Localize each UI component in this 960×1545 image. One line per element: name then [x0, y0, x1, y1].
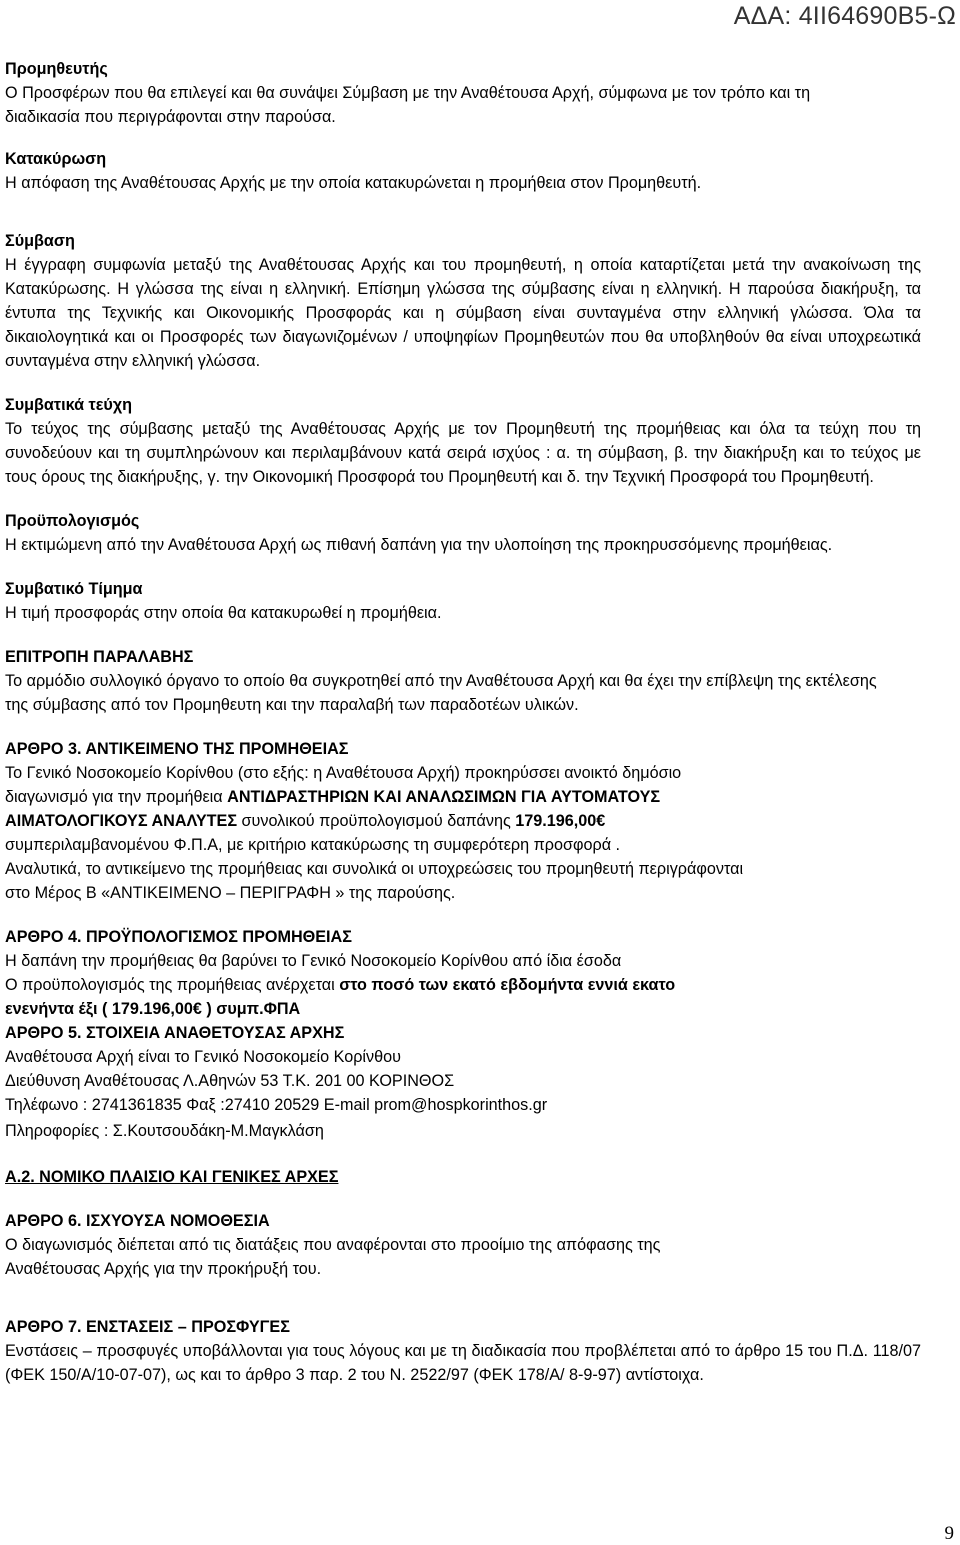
text-symvasi: Η έγγραφη συμφωνία μεταξύ της Αναθέτουσας Αρχής και του προμηθευτή, η οποία καταρτίζεται μετά την ανακοίνωση της Κατακύρωσης. Η γλώσσα της είναι η ελληνική. Επίσημη γλώσσα της σύμβασης είναι η ελληνική. Η παρούσα διακήρυξη, τα έντυπα της Τεχνικής και Οικονομικής Προσφοράς και η σύμβαση είναι συνταγμένα στην ελληνική γλώσσα. Όλα τα δικαιολογητικά και οι Προσφορές των διαγωνιζομένων / υποψηφίων Προμηθευτών που θα υποβληθούν θα είναι υποχρεωτικά συνταγμένα στην ελληνική γλώσσα.	[5, 256, 921, 370]
heading-arthro-6: ΑΡΘΡΟ 6. ΙΣΧΥΟΥΣΑ ΝΟΜΟΘΕΣΙΑ	[5, 1212, 270, 1230]
heading-epitropi: ΕΠΙΤΡΟΠΗ ΠΑΡΑΛΑΒΗΣ	[5, 648, 194, 666]
arthro-3-line-2-text: διαγωνισμό για την προμήθεια	[5, 788, 228, 806]
arthro-3-amount: 179.196,00€	[515, 812, 606, 830]
arthro-3-line-1: Το Γενικό Νοσοκομείο Κορίνθου (στο εξής: η Αναθέτουσα Αρχή) προκηρύσσει ανοικτό δημόσιο	[5, 764, 682, 782]
text-promitheftis: Ο Προσφέρων που θα επιλεγεί και θα συνάψει Σύμβαση με την Αναθέτουσα Αρχή, σύμφωνα με τον τρόπο και τη διαδικασία που περιγράφονται στην παρούσα.	[5, 84, 811, 126]
arthro-3-line-5: Αναλυτικά, το αντικείμενο της προμήθειας και συνολικά οι υποχρεώσεις του προμηθευτή περιγράφονται	[5, 860, 744, 878]
heading-katakyrosi: Κατακύρωση	[5, 150, 107, 168]
ada-code: ΑΔΑ: 4ΙΙ64690Β5-Ω	[733, 2, 956, 30]
text-proypologismos: Η εκτιμώμενη από την Αναθέτουσα Αρχή ως πιθανή δαπάνη για την υλοποίηση της προκηρυσσόμενης προμήθειας.	[5, 536, 833, 554]
arthro-5-line-4: Πληροφορίες : Σ.Κουτσουδάκη-Μ.Μαγκλάση	[5, 1122, 324, 1140]
arthro-3-subject-2: ΑΙΜΑΤΟΛΟΓΙΚΟΥΣ ΑΝΑΛΥΤΕΣ	[5, 812, 238, 830]
text-teyxi: Το τεύχος της σύμβασης μεταξύ της Αναθέτουσας Αρχής με τον Προμηθευτή της προμήθειας και όλα τα τεύχη που τη συνοδεύουν και τη συμπληρώνουν και περιλαμβάνουν κατά σειρά ισχύος : α. τη σύμβαση, β. την διακήρυξη και το τεύχος με τους όρους της διακήρυξης, γ. την Οικονομική Προσφορά του Προμηθευτή και δ. την Τεχνική Προσφορά του Προμηθευτή.	[5, 420, 921, 486]
arthro-4-line-3: ενενήντα έξι ( 179.196,00€ ) συμπ.ΦΠΑ	[5, 1000, 301, 1018]
heading-arthro-3: ΑΡΘΡΟ 3. ΑΝΤΙΚΕΙΜΕΝΟ ΤΗΣ ΠΡΟΜΗΘΕΙΑΣ	[5, 740, 349, 758]
text-epitropi: Το αρμόδιο συλλογικό όργανο το οποίο θα συγκροτηθεί από την Αναθέτουσα Αρχή και θα έχει την επίβλεψη της εκτέλεσης της σύμβασης από τον Προμηθευτη και την παραλαβή των παραδοτέων υλικών.	[5, 672, 877, 714]
text-timima: Η τιμή προσφοράς στην οποία θα κατακυρωθεί η προμήθεια.	[5, 604, 442, 622]
text-katakyrosi: Η απόφαση της Αναθέτουσας Αρχής με την οποία κατακυρώνεται η προμήθεια στον Προμηθευτή.	[5, 174, 702, 192]
heading-arthro-7: ΑΡΘΡΟ 7. ΕΝΣΤΑΣΕΙΣ – ΠΡΟΣΦΥΓΕΣ	[5, 1318, 290, 1336]
heading-promitheftis: Προμηθευτής	[5, 60, 108, 78]
heading-arthro-5: ΑΡΘΡΟ 5. ΣΤΟΙΧΕΙΑ ΑΝΑΘΕΤΟΥΣΑΣ ΑΡΧΗΣ	[5, 1024, 345, 1042]
heading-arthro-4: ΑΡΘΡΟ 4. ΠΡΟΫΠΟΛΟΓΙΣΜΟΣ ΠΡΟΜΗΘΕΙΑΣ	[5, 928, 352, 946]
arthro-4-amount-words: στο ποσό των εκατό εβδομήντα εννιά εκατο	[339, 976, 676, 994]
heading-proypologismos: Προϋπολογισμός	[5, 512, 140, 530]
page-number: 9	[944, 1523, 954, 1544]
heading-teyxi: Συμβατικά τεύχη	[5, 396, 133, 414]
arthro-5-line-2: Διεύθυνση Αναθέτουσας Λ.Αθηνών 53 Τ.Κ. 201 00 ΚΟΡΙΝΘΟΣ	[5, 1072, 455, 1090]
heading-timima: Συμβατικό Τίμημα	[5, 580, 143, 598]
arthro-3-line-6: στο Μέρος Β «ΑΝΤΙΚΕΙΜΕΝΟ – ΠΕΡΙΓΡΑΦΗ » της παρούσης.	[5, 884, 456, 902]
arthro-3-line-4: συμπεριλαμβανομένου Φ.Π.Α, με κριτήριο κατακύρωσης τη συμφερότερη προσφορά .	[5, 836, 621, 854]
document-body	[5, 57, 921, 1387]
text-arthro-7: Ενστάσεις – προσφυγές υποβάλλονται για τους λόγους και με τη διαδικασία που προβλέπεται από το άρθρο 15 του Π.Δ. 118/07 (ΦΕΚ 150/Α/10-07-07), ως και το άρθρο 3 παρ. 2 του Ν. 2522/97 (ΦΕΚ 178/Α/ 8-9-97) αντίστοιχα.	[5, 1342, 921, 1384]
arthro-3-line-3	[5, 809, 921, 833]
heading-part-a2: Α.2. ΝΟΜΙΚΟ ΠΛΑΙΣΙΟ ΚΑΙ ΓΕΝΙΚΕΣ ΑΡΧΕΣ	[5, 1168, 339, 1186]
arthro-6-line-2: Αναθέτουσας Αρχής για την προκήρυξή του.	[5, 1260, 322, 1278]
arthro-4-line-1: Η δαπάνη την προμήθειας θα βαρύνει το Γενικό Νοσοκομείο Κορίνθου από ίδια έσοδα	[5, 952, 622, 970]
arthro-5-line-3: Τηλέφωνο : 2741361835 Φαξ :27410 20529 E-mail prom@hospkorinthos.gr	[5, 1096, 548, 1114]
arthro-5-line-1: Αναθέτουσα Αρχή είναι το Γενικό Νοσοκομείο Κορίνθου	[5, 1048, 401, 1066]
heading-symvasi: Σύμβαση	[5, 232, 75, 250]
arthro-4-line-2	[5, 973, 921, 997]
arthro-4-line-2-text: Ο προϋπολογισμός της προμήθειας ανέρχεται	[5, 976, 340, 994]
arthro-3-line-2	[5, 785, 921, 809]
arthro-3-line-3-text: συνολικού προϋπολογισμού δαπάνης	[237, 812, 516, 830]
arthro-6-line-1: Ο διαγωνισμός διέπεται από τις διατάξεις που αναφέρονται στο προοίμιο της απόφασης της	[5, 1236, 661, 1254]
arthro-3-subject-1: ΑΝΤΙΔΡΑΣΤΗΡΙΩΝ ΚΑΙ ΑΝΑΛΩΣΙΜΩΝ ΓΙΑ ΑΥΤΟΜΑΤΟΥΣ	[227, 788, 661, 806]
